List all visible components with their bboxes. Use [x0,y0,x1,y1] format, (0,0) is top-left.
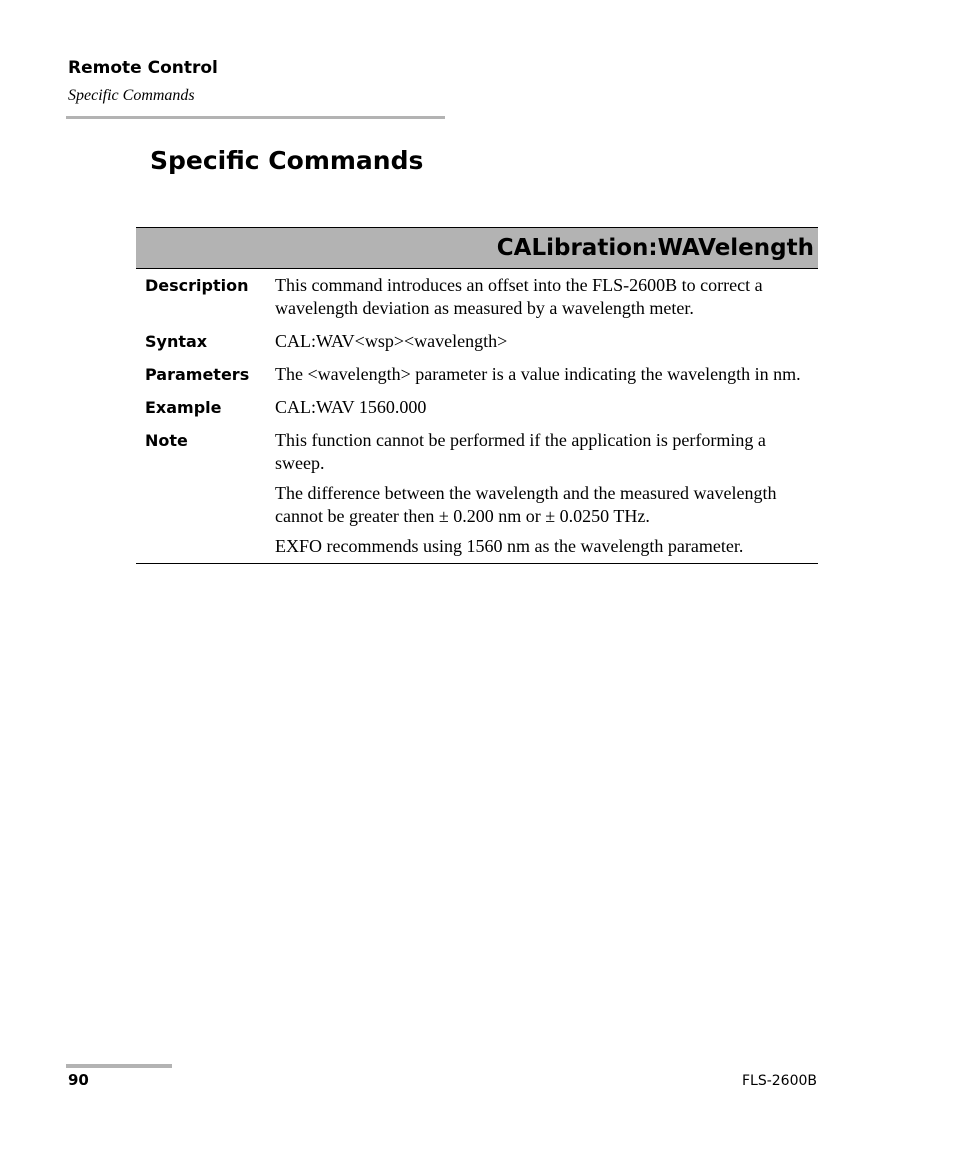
row-example [136,396,818,419]
row-content [275,396,818,419]
command-header [136,227,818,269]
row-paragraph: EXFO recommends using 1560 nm as the wavelength parameter. [275,536,744,556]
row-label: Parameters [145,365,250,384]
row-paragraph: This function cannot be performed if the application is performing a sweep. [275,430,766,473]
row-paragraph: The <wavelength> parameter is a value indicating the wavelength in nm. [275,364,801,384]
row-content [275,363,818,386]
row-content [275,274,818,320]
row-label: Example [145,398,222,417]
command-table [136,227,818,564]
row-paragraph: CAL:WAV 1560.000 [275,397,427,417]
row-parameters [136,363,818,386]
header-rule [66,116,445,119]
row-content [275,330,818,353]
row-paragraph: The difference between the wavelength and the measured wavelength cannot be greater then ± 0.200 nm or ± 0.0250 THz. [275,483,777,526]
section-title: Specific Commands [68,87,195,104]
page-title: Specific Commands [150,146,424,175]
page-number: 90 [68,1071,89,1089]
chapter-title: Remote Control [68,58,218,78]
product-name: FLS-2600B [741,1073,817,1089]
running-header [68,57,218,107]
row-label: Syntax [145,332,208,351]
command-name: CALibration:WAVelength [496,235,814,261]
row-description [136,274,818,320]
row-label: Description [145,276,249,295]
row-paragraph: This command introduces an offset into the FLS-2600B to correct a wavelength deviation as measured by a wavelength meter. [275,275,763,318]
row-label: Note [145,431,188,450]
row-syntax [136,330,818,353]
row-note [136,429,818,558]
footer-rule [66,1064,172,1068]
command-rows [136,269,818,564]
row-paragraph: CAL:WAV<wsp><wavelength> [275,331,508,351]
row-content [275,429,818,558]
